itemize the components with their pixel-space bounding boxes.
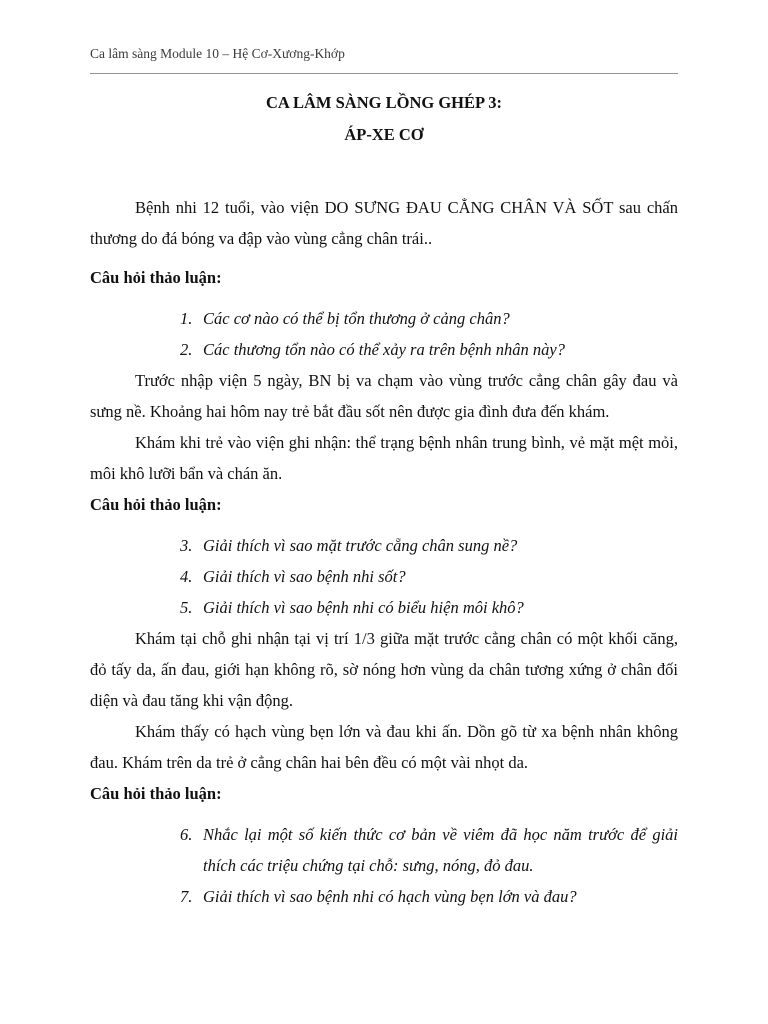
question-item xyxy=(90,303,678,334)
document-body xyxy=(90,192,678,912)
question-list xyxy=(90,530,678,623)
question-number: 6. xyxy=(180,825,193,844)
question-text: Nhắc lại một số kiến thức cơ bản về viêm đã học năm trước để giải thích các triệu chứng tại chỗ: sưng, nóng, đỏ đau. xyxy=(203,825,678,875)
question-text: Giải thích vì sao bệnh nhi có biểu hiện môi khô? xyxy=(203,598,524,617)
question-text: Giải thích vì sao mặt trước cẵng chân sung nề? xyxy=(203,536,518,555)
question-item xyxy=(90,881,678,912)
question-text: Giải thích vì sao bệnh nhi sốt? xyxy=(203,567,406,586)
question-number: 5. xyxy=(180,598,193,617)
question-number: 2. xyxy=(180,340,193,359)
question-list xyxy=(90,303,678,365)
header-divider xyxy=(90,73,678,74)
discussion-heading: Câu hỏi thảo luận: xyxy=(90,495,222,514)
question-number: 4. xyxy=(180,567,193,586)
paragraph-local-exam: Khám tại chỗ ghi nhận tại vị trí 1/3 giữa mặt trước cẳng chân có một khối căng, đỏ tấy da, ấn đau, giới hạn không rõ, sờ nóng hơn vùng da chân tương xứng ở chân đối diện và đau tăng khi vận động. xyxy=(90,629,678,710)
question-text: Giải thích vì sao bệnh nhi có hạch vùng bẹn lớn và đau? xyxy=(203,887,577,906)
question-item xyxy=(90,819,678,881)
paragraph-history: Trước nhập viện 5 ngày, BN bị va chạm vào vùng trước cẳng chân gây đau và sưng nề. Khoảng hai hôm nay trẻ bắt đầu sốt nên được gia đình đưa đến khám. xyxy=(90,371,678,421)
paragraph-admission-exam: Khám khi trẻ vào viện ghi nhận: thể trạng bệnh nhân trung bình, vẻ mặt mệt mỏi, môi khô lưỡi bẩn và chán ăn. xyxy=(90,433,678,483)
case-subtitle: ÁP-XE CƠ xyxy=(344,125,424,144)
question-number: 7. xyxy=(180,887,193,906)
question-text: Các thương tổn nào có thể xảy ra trên bệnh nhân này? xyxy=(203,340,565,359)
paragraph-lymph-node: Khám thấy có hạch vùng bẹn lớn và đau khi ấn. Dồn gõ từ xa bệnh nhân không đau. Khám trên da trẻ ở cẳng chân hai bên đều có một vài nhọt da. xyxy=(90,722,678,772)
case-title: CA LÂM SÀNG LỒNG GHÉP 3: xyxy=(265,93,503,112)
discussion-heading: Câu hỏi thảo luận: xyxy=(90,268,222,287)
question-list xyxy=(90,819,678,912)
question-item xyxy=(90,334,678,365)
question-text: Các cơ nào có thể bị tổn thương ở cảng chân? xyxy=(203,309,510,328)
question-number: 1. xyxy=(180,309,193,328)
question-item xyxy=(90,530,678,561)
question-number: 3. xyxy=(180,536,193,555)
paragraph-intro: Bệnh nhi 12 tuổi, vào viện DO SƯNG ĐAU CẲNG CHÂN VÀ SỐT sau chấn thương do đá bóng va đập vào vùng cẳng chân trái.. xyxy=(90,198,678,248)
running-header: Ca lâm sàng Module 10 – Hệ Cơ-Xương-Khớp xyxy=(90,46,345,61)
question-item xyxy=(90,561,678,592)
question-item xyxy=(90,592,678,623)
discussion-heading: Câu hỏi thảo luận: xyxy=(90,784,222,803)
